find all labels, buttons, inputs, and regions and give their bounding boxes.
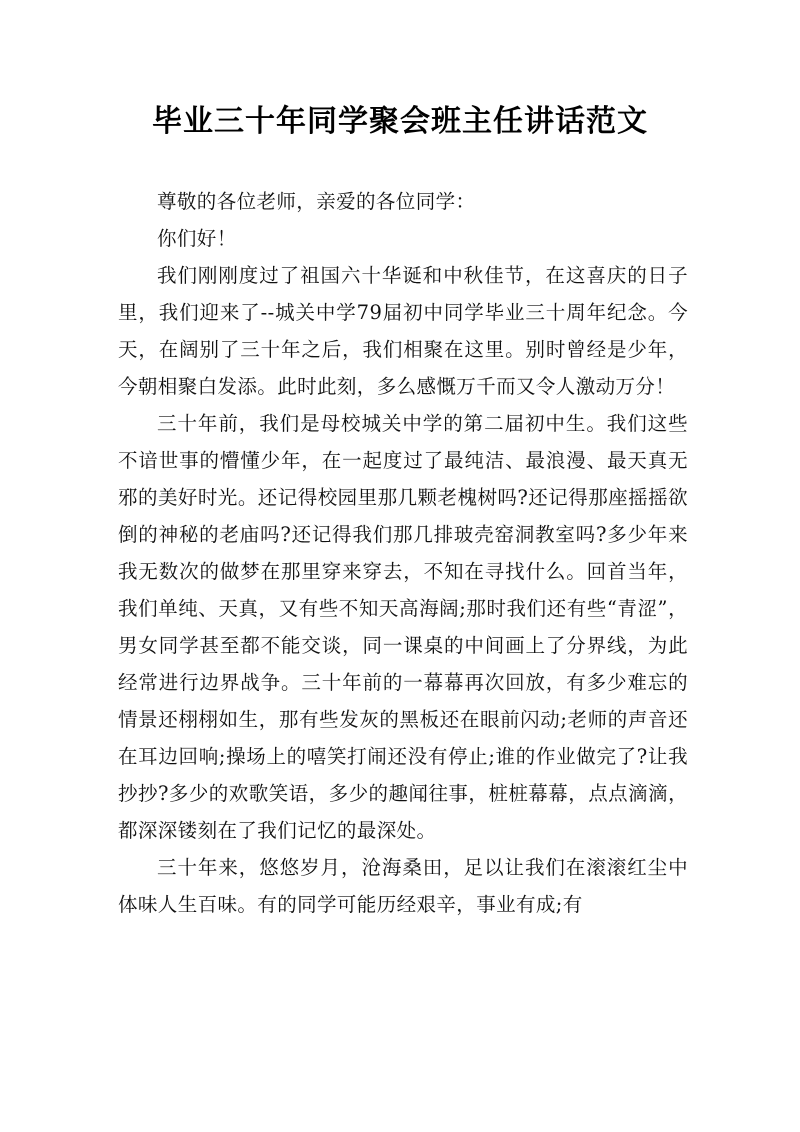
greeting-line: 尊敬的各位老师，亲爱的各位同学： <box>157 190 476 213</box>
body-paragraph: 三十年来，悠悠岁月，沧海桑田，足以让我们在滚滚红尘中体味人生百味。有的同学可能历经艰辛，事业有成;有 <box>118 856 688 916</box>
body-paragraph: 我们刚刚度过了祖国六十华诞和中秋佳节，在这喜庆的日子里，我们迎来了--城关中学79届初中同学毕业三十周年纪念。今天，在阔别了三十年之后，我们相聚在这里。别时曾经是少年，今朝相聚白发添。此时此刻，多么感慨万千而又令人激动万分！ <box>118 264 688 398</box>
document-body <box>118 183 688 923</box>
body-paragraph: 三十年前，我们是母校城关中学的第二届初中生。我们这些不谙世事的懵懂少年，在一起度过了最纯洁、最浪漫、最天真无邪的美好时光。还记得校园里那几颗老槐树吗?还记得那座摇摇欲倒的神秘的老庙吗?还记得我们那几排玻壳窑洞教室吗?多少年来我无数次的做梦在那里穿来穿去，不知在寻找什么。回首当年，我们单纯、天真，又有些不知天高海阔;那时我们还有些“青涩”，男女同学甚至都不能交谈，同一课桌的中间画上了分界线，为此经常进行边界战争。三十年前的一幕幕再次回放，有多少难忘的情景还栩栩如生，那有些发灰的黑板还在眼前闪动;老师的声音还在耳边回响;操场上的嘻笑打闹还没有停止;谁的作业做完了?让我抄抄?多少的欢歌笑语，多少的趣闻往事，桩桩幕幕，点点滴滴，都深深镂刻在了我们记忆的最深处。 <box>118 412 688 842</box>
document-title: 毕业三十年同学聚会班主任讲话范文 <box>152 104 648 139</box>
salutation-line: 你们好！ <box>157 227 237 250</box>
